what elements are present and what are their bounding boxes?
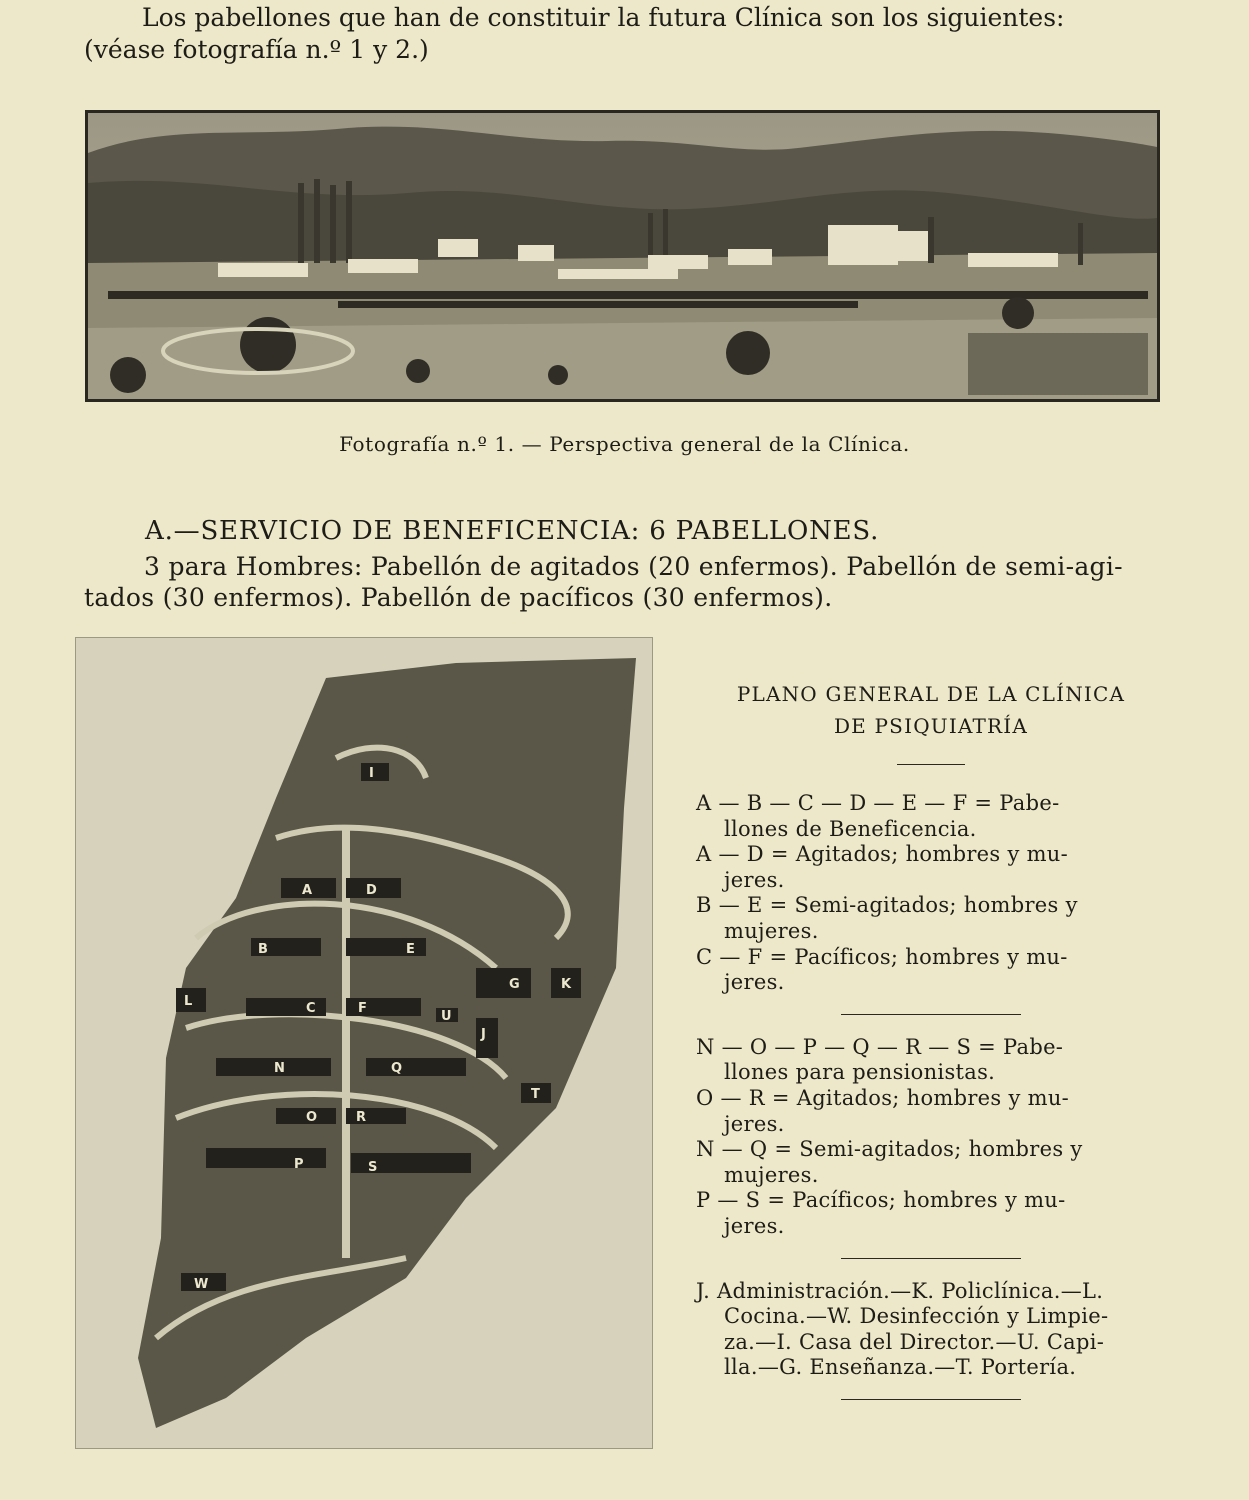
plan-label-k: K <box>561 977 572 992</box>
site-plan-image <box>75 637 653 1449</box>
legend-item: C — F = Pacíficos; hombres y mu- jeres. <box>696 944 1068 995</box>
plan-label-u: U <box>441 1009 452 1024</box>
plan-legend <box>696 678 1166 1420</box>
section-paragraph <box>84 551 1164 613</box>
intro-line-2: (véase fotografía n.º 1 y 2.) <box>84 35 429 64</box>
legend-title-line-1: PLANO GENERAL DE LA CLÍNICA <box>736 682 1126 706</box>
plan-label-d: D <box>366 883 377 898</box>
section-heading: A.—SERVICIO DE BENEFICENCIA: 6 PABELLONES. <box>145 516 880 546</box>
legend-footer: J. Administración.—K. Policlínica.—L. Cocina.—W. Desinfección y Limpie- za.—I. Casa del Director.—U. Capi- lla.—G. Enseñanza.—T. Portería. <box>696 1278 1109 1380</box>
legend-item: P — S = Pacíficos; hombres y mu- jeres. <box>696 1188 1066 1238</box>
legend-item: N — Q = Semi-agitados; hombres y mujeres. <box>696 1137 1083 1187</box>
intro-paragraph <box>84 2 1164 66</box>
plan-label-n: N <box>274 1061 285 1076</box>
legend-group-beneficencia <box>696 791 1166 996</box>
section-line-2: tados (30 enfermos). Pabellón de pacíficos (30 enfermos). <box>84 583 833 612</box>
plan-label-o: O <box>306 1110 318 1125</box>
legend-divider <box>841 1399 1021 1400</box>
legend-divider <box>841 1014 1021 1015</box>
legend-item: B — E = Semi-agitados; hombres y mujeres. <box>696 893 1078 943</box>
plan-label-b: B <box>258 942 268 957</box>
plan-label-j: J <box>481 1027 486 1042</box>
intro-line-1: Los pabellones que han de constituir la futura Clínica son los siguientes: <box>142 3 1065 32</box>
plan-label-c: C <box>306 1001 316 1016</box>
legend-divider <box>897 764 965 765</box>
plan-label-e: E <box>406 942 415 957</box>
legend-item: N — O — P — Q — R — S = Pabe- llones para pensionistas. <box>696 1034 1064 1085</box>
plan-label-s: S <box>368 1160 378 1175</box>
legend-title <box>696 678 1166 742</box>
plan-label-p: P <box>294 1157 304 1172</box>
legend-item: O — R = Agitados; hombres y mu- jeres. <box>696 1085 1070 1136</box>
clinic-perspective-photo <box>85 110 1160 402</box>
legend-divider <box>841 1258 1021 1259</box>
legend-item: A — D = Agitados; hombres y mu- jeres. <box>696 842 1069 892</box>
photo-caption: Fotografía n.º 1. — Perspectiva general de la Clínica. <box>339 432 910 456</box>
plan-label-f: F <box>358 1001 367 1016</box>
site-plan-drawing <box>76 638 652 1448</box>
legend-title-line-2: DE PSIQUIATRÍA <box>833 714 1029 738</box>
plan-label-a: A <box>302 883 313 898</box>
legend-group-pensionistas <box>696 1035 1166 1240</box>
plan-label-r: R <box>356 1110 367 1125</box>
plan-label-w: W <box>194 1277 209 1292</box>
plan-label-i: I <box>369 766 374 781</box>
plan-label-g: G <box>509 977 520 992</box>
legend-item: A — B — C — D — E — F = Pabe- llones de Beneficencia. <box>696 791 1060 841</box>
photo-illustration <box>88 113 1157 399</box>
plan-label-q: Q <box>391 1061 403 1076</box>
plan-label-t: T <box>531 1087 540 1102</box>
section-line-1: 3 para Hombres: Pabellón de agitados (20 enfermos). Pabellón de semi-agi- <box>144 552 1123 581</box>
plan-label-l: L <box>184 994 193 1009</box>
